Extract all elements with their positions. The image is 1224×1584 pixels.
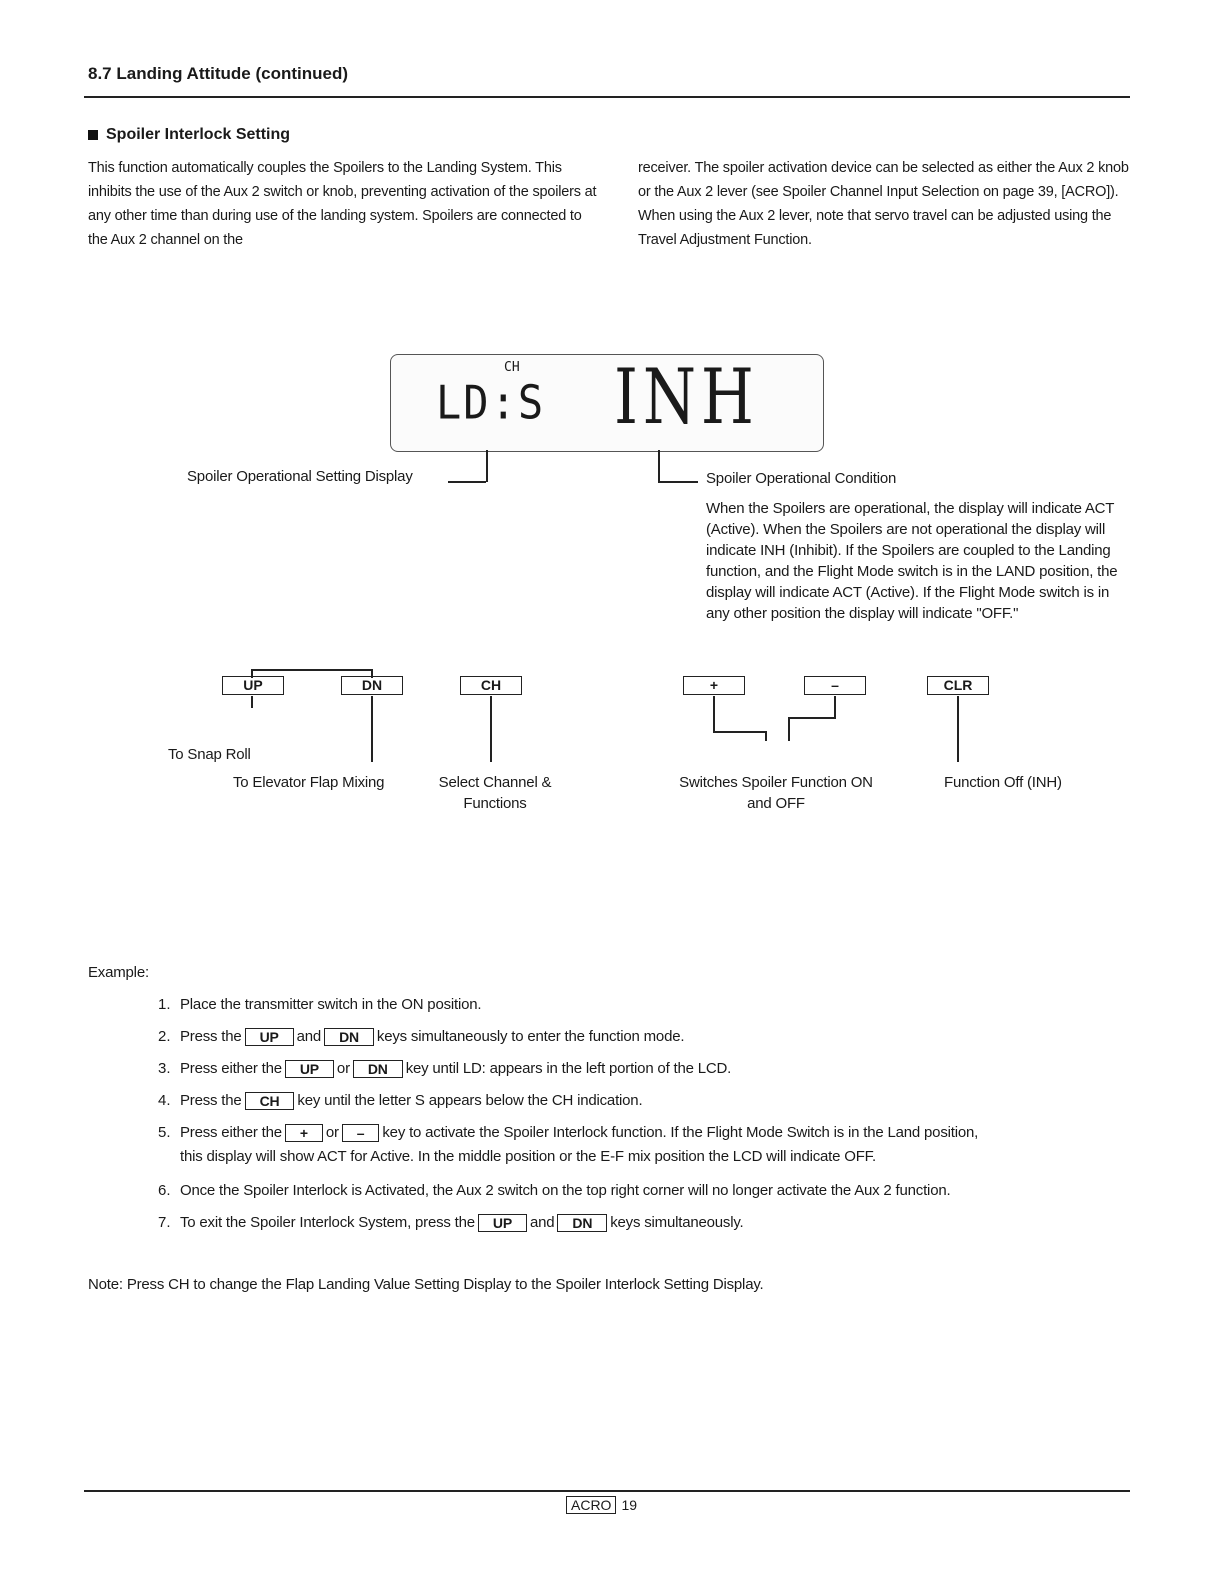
step-number: 1. (158, 996, 171, 1013)
plus-bracket-bottom (713, 731, 765, 733)
dn-key[interactable]: DN (341, 676, 403, 695)
page-header-title: 8.7 Landing Attitude (continued) (88, 64, 349, 83)
step-number: 7. (158, 1214, 171, 1231)
step-text (180, 1025, 684, 1049)
square-bullet-icon (88, 130, 98, 140)
step-number: 3. (158, 1060, 171, 1077)
clr-key[interactable]: CLR (927, 676, 989, 695)
page-number: 19 (621, 1497, 638, 1513)
acro-badge: ACRO (566, 1496, 616, 1514)
snap-roll-caption: To Snap Roll (168, 746, 251, 763)
setting-display-callout-v (486, 450, 488, 482)
ch-key-stem (490, 696, 492, 762)
elevator-flap-caption: To Elevator Flap Mixing (233, 774, 385, 791)
step-text-part: and (296, 1028, 322, 1045)
condition-title: Spoiler Operational Condition (706, 470, 897, 487)
step-text-part: this display will show ACT for Active. In the middle position or the E-F mix position the LCD will indicate OFF. (180, 1148, 876, 1165)
setting-display-callout-h (448, 481, 486, 483)
step-text-part: keys simultaneously. (610, 1214, 744, 1231)
step-text-part: or (336, 1060, 350, 1077)
section-title-text: Spoiler Interlock Setting (106, 126, 291, 143)
lcd-value-text: INH (614, 352, 759, 441)
step-text-part: To exit the Spoiler Interlock System, press the (180, 1214, 475, 1231)
lcd-function-text: LD:S (436, 375, 546, 430)
step-number: 4. (158, 1092, 171, 1109)
minus-key-stem (834, 696, 836, 718)
page-footer (566, 1496, 637, 1514)
ch-key-inline: CH (245, 1092, 295, 1110)
plus-key-stem (713, 696, 715, 732)
footer-divider (84, 1490, 1130, 1492)
step-text-part: Press the (180, 1092, 242, 1109)
step-text (180, 1211, 744, 1235)
up-key-inline: UP (478, 1214, 527, 1232)
step-text-part: key to activate the Spoiler Interlock function. If the Flight Mode Switch is in the Land position, (382, 1124, 979, 1141)
section-title (88, 126, 290, 144)
step-text-part: Press the (180, 1028, 242, 1045)
step-text-part: and (529, 1214, 555, 1231)
condition-description: When the Spoilers are operational, the display will indicate ACT (Active). When the Spoilers are not operational the display will indicate INH (Inhibit). If the Spoilers are coupled to the Landing function, and the Flight Mode switch is in the LAND position, the display will indicate ACT (Active). If the Flight Mode switch is in any other position the display will indicate "OFF." (706, 500, 1118, 622)
minus-bracket (788, 717, 836, 719)
step-text (180, 1057, 731, 1081)
dn-key-inline: DN (324, 1028, 374, 1046)
dn-key-inline: DN (353, 1060, 403, 1078)
step-text-part: key until the letter S appears below the CH indication. (297, 1092, 643, 1109)
step-text: Once the Spoiler Interlock is Activated, the Aux 2 switch on the top right corner will no longer activate the Aux 2 function. (180, 1182, 951, 1199)
select-channel-caption: Select Channel & Functions (438, 774, 552, 812)
step-text (180, 1089, 642, 1113)
lcd-ch-label: CH (504, 360, 520, 375)
plus-key[interactable]: + (683, 676, 745, 695)
step-text-part: key until LD: appears in the left portion of the LCD. (405, 1060, 732, 1077)
step-number: 6. (158, 1182, 171, 1199)
up-key-inline: UP (245, 1028, 294, 1046)
condition-callout-h (658, 481, 698, 483)
up-key[interactable]: UP (222, 676, 284, 695)
switches-spoiler-caption: Switches Spoiler Function ON and OFF (679, 774, 873, 812)
dn-key-stem (371, 696, 373, 762)
up-key-stem (251, 696, 253, 708)
intro-paragraph-left: This function automatically couples the Spoilers to the Landing System. This inhibits the use of the Aux 2 switch or knob, preventing activation of the spoilers at any other time than during use of the landing system. Spoilers are connected to the Aux 2 channel on the (88, 160, 597, 248)
switch-merge-right (788, 717, 790, 741)
switch-merge-left (765, 731, 767, 741)
dn-key-inline: DN (557, 1214, 607, 1232)
example-label: Example: (88, 964, 149, 981)
note-text: Note: Press CH to change the Flap Landing Value Setting Display to the Spoiler Interlock Setting Display. (88, 1276, 764, 1293)
condition-callout-v (658, 450, 660, 482)
minus-key[interactable]: – (804, 676, 866, 695)
step-text-part: Press either the (180, 1124, 282, 1141)
ch-key[interactable]: CH (460, 676, 522, 695)
setting-display-label: Spoiler Operational Setting Display (187, 468, 413, 485)
minus-key-inline: – (342, 1124, 380, 1142)
step-number: 5. (158, 1124, 171, 1141)
step-text-part: keys simultaneously to enter the function mode. (376, 1028, 685, 1045)
step-text-part: or (325, 1124, 339, 1141)
function-off-caption: Function Off (INH) (944, 774, 1062, 791)
plus-key-inline: + (285, 1124, 323, 1142)
step-text: Place the transmitter switch in the ON position. (180, 996, 482, 1013)
header-divider (84, 96, 1130, 98)
step-text-part: Press either the (180, 1060, 282, 1077)
intro-paragraph-right: receiver. The spoiler activation device can be selected as either the Aux 2 knob or the Aux 2 lever (see Spoiler Channel Input Selection on page 39, [ACRO]). When using the Aux 2 lever, note that servo travel can be adjusted using the Travel Adjustment Function. (638, 160, 1129, 248)
step-number: 2. (158, 1028, 171, 1045)
up-key-inline: UP (285, 1060, 334, 1078)
step-text (180, 1121, 1140, 1169)
clr-key-stem (957, 696, 959, 762)
up-dn-bracket-top (251, 669, 373, 671)
